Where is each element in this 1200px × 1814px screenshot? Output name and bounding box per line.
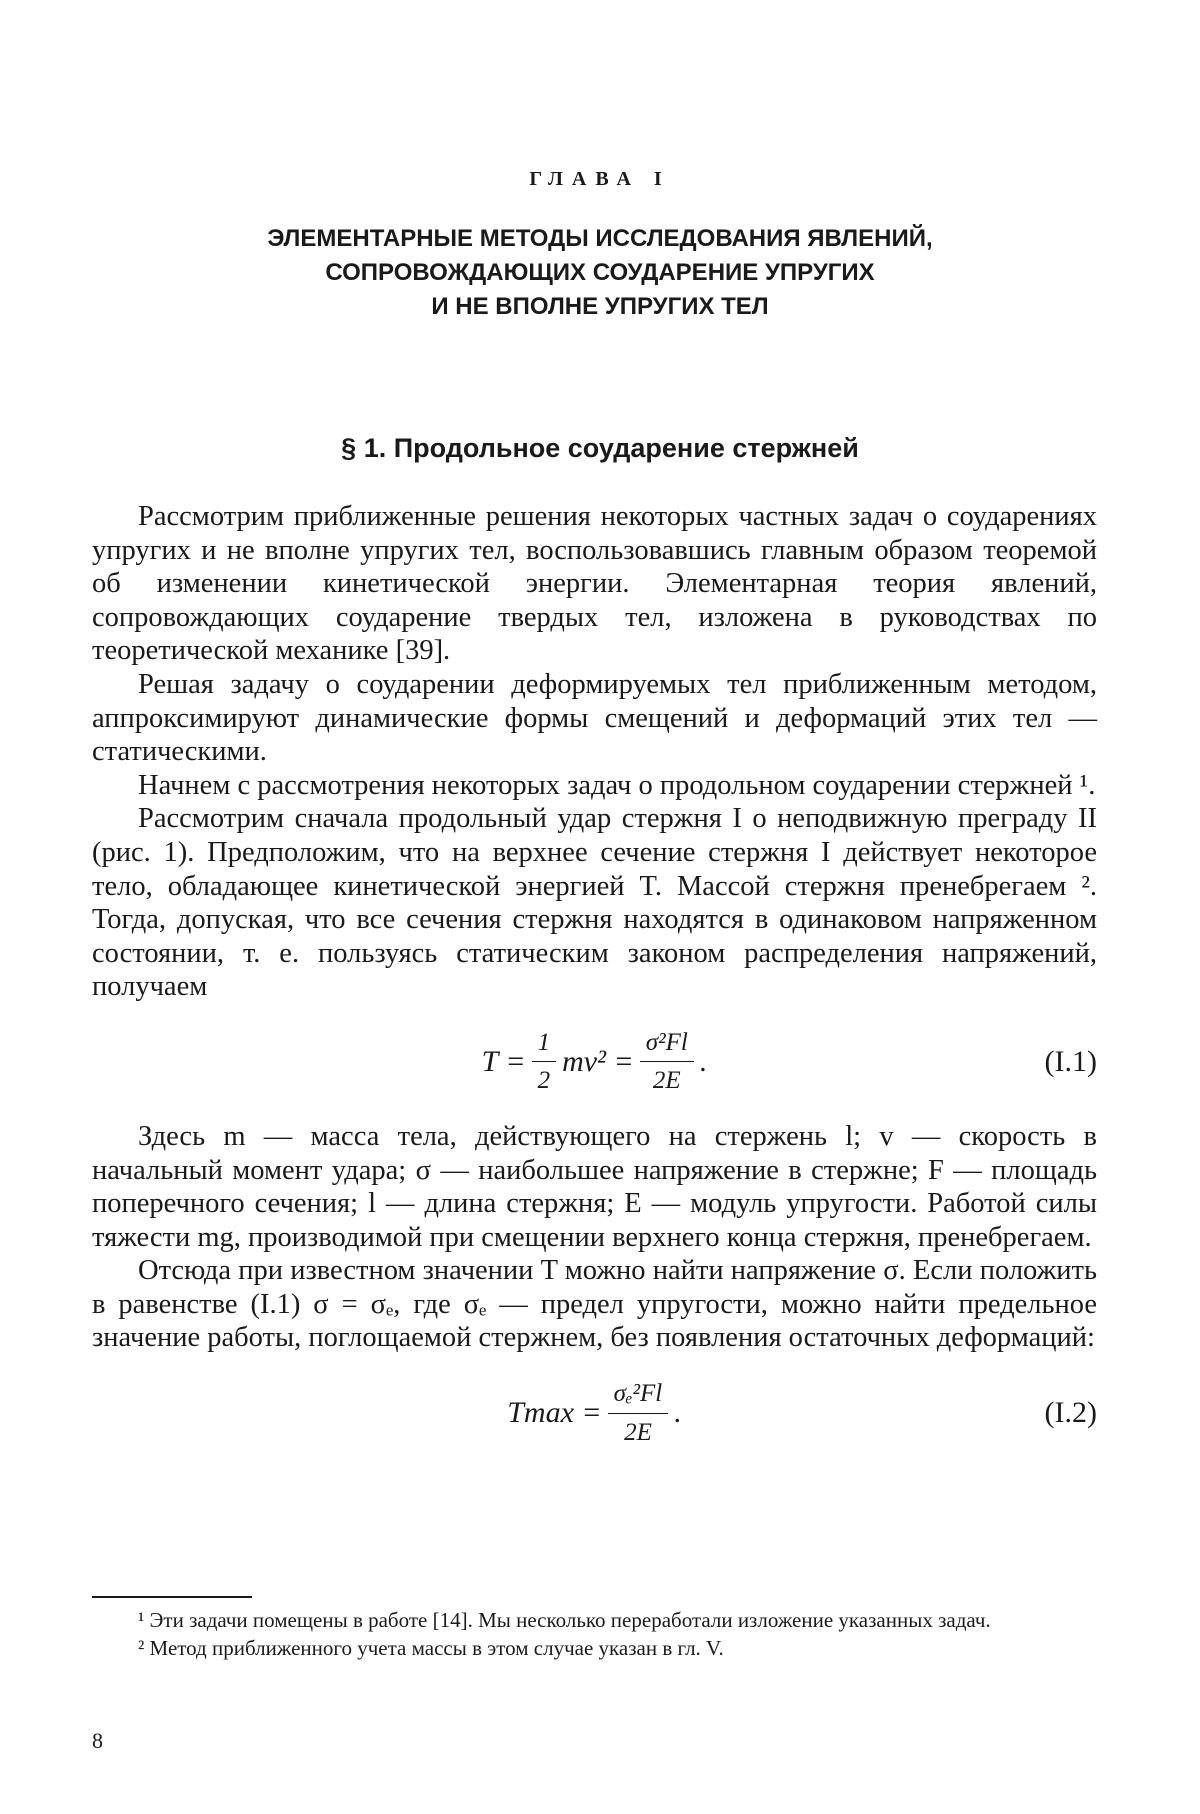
paragraph-1: Рассмотрим приближенные решения некоторых частных задач о соударениях упругих и не вполне упругих тел, воспользовавшись главным образом теоремой об изменении кинетической энергии. Элементарная теория явлений, сопровождающих соударение твердых тел, изложена в руководствах по теоретической механике [39]. xyxy=(92,500,1097,668)
section-title: § 1. Продольное соударение стержней xyxy=(0,433,1200,464)
eq1-fraction-half xyxy=(532,1026,557,1098)
equation-2 xyxy=(92,1355,1097,1471)
eq1-fraction-energy-denominator: 2E xyxy=(653,1062,681,1098)
paragraph-5: Здесь m — масса тела, действующего на стержень l; v — скорость в начальный момент удара; σ — наибольшее напряжение в стержне; F — площадь поперечного сечения; l — длина стержня; E — модуль упругости. Работой силы тяжести mg, производимой при смещении верхнего конца стержня, пренебрегаем. xyxy=(92,1120,1097,1254)
eq2-fraction-numerator: σₑ²Fl xyxy=(608,1377,669,1414)
chapter-title-line-3: И НЕ ВПОЛНЕ УПРУГИХ ТЕЛ xyxy=(150,290,1050,324)
footnote-divider xyxy=(92,1596,252,1598)
eq2-tail: . xyxy=(674,1396,682,1430)
eq1-fraction-energy xyxy=(640,1026,694,1098)
eq1-lhs: T = xyxy=(482,1045,526,1079)
book-page xyxy=(0,0,1200,1814)
footnotes xyxy=(92,1606,1097,1662)
eq1-number: (I.1) xyxy=(1045,1045,1097,1079)
chapter-title-line-1: ЭЛЕМЕНТАРНЫЕ МЕТОДЫ ИССЛЕДОВАНИЯ ЯВЛЕНИЙ, xyxy=(150,222,1050,256)
eq1-fraction-half-denominator: 2 xyxy=(538,1062,551,1098)
paragraph-3: Начнем с рассмотрения некоторых задач о продольном соударении стержней ¹. xyxy=(92,769,1097,803)
body-text xyxy=(92,500,1097,1471)
chapter-label: ГЛАВА I xyxy=(0,168,1200,191)
eq1-fraction-energy-numerator: σ²Fl xyxy=(640,1026,694,1063)
chapter-title xyxy=(150,222,1050,324)
eq1-tail: . xyxy=(700,1045,708,1079)
eq1-fraction-half-numerator: 1 xyxy=(532,1026,557,1063)
eq1-kinetic: mv² = xyxy=(562,1045,634,1079)
footnote-1: ¹ Эти задачи помещены в работе [14]. Мы несколько переработали изложение указанных задач. xyxy=(92,1606,1097,1634)
paragraph-2: Решая задачу о соударении деформируемых тел приближенным методом, аппроксимируют динамические формы смещений и деформаций этих тел — статическими. xyxy=(92,668,1097,769)
paragraph-4: Рассмотрим сначала продольный удар стержня I о неподвижную преграду II (рис. 1). Предположим, что на верхнее сечение стержня I действует некоторое тело, обладающее кинетической энергией T. Массой стержня пренебрегаем ². Тогда, допуская, что все сечения стержня находятся в одинаковом напряженном состоянии, т. е. пользуясь статическим законом распределения напряжений, получаем xyxy=(92,802,1097,1004)
equation-1 xyxy=(92,1004,1097,1120)
paragraph-6: Отсюда при известном значении T можно найти напряжение σ. Если положить в равенстве (I.1) σ = σₑ, где σₑ — предел упругости, можно найти предельное значение работы, поглощаемой стержнем, без появления остаточных деформаций: xyxy=(92,1254,1097,1355)
chapter-title-line-2: СОПРОВОЖДАЮЩИХ СОУДАРЕНИЕ УПРУГИХ xyxy=(150,256,1050,290)
eq2-number: (I.2) xyxy=(1045,1396,1097,1430)
eq2-fraction xyxy=(608,1377,669,1449)
eq2-fraction-denominator: 2E xyxy=(624,1414,652,1450)
footnote-2: ² Метод приближенного учета массы в этом случае указан в гл. V. xyxy=(92,1634,1097,1662)
page-number: 8 xyxy=(92,1728,103,1754)
eq2-lhs: Tmax = xyxy=(507,1396,601,1430)
